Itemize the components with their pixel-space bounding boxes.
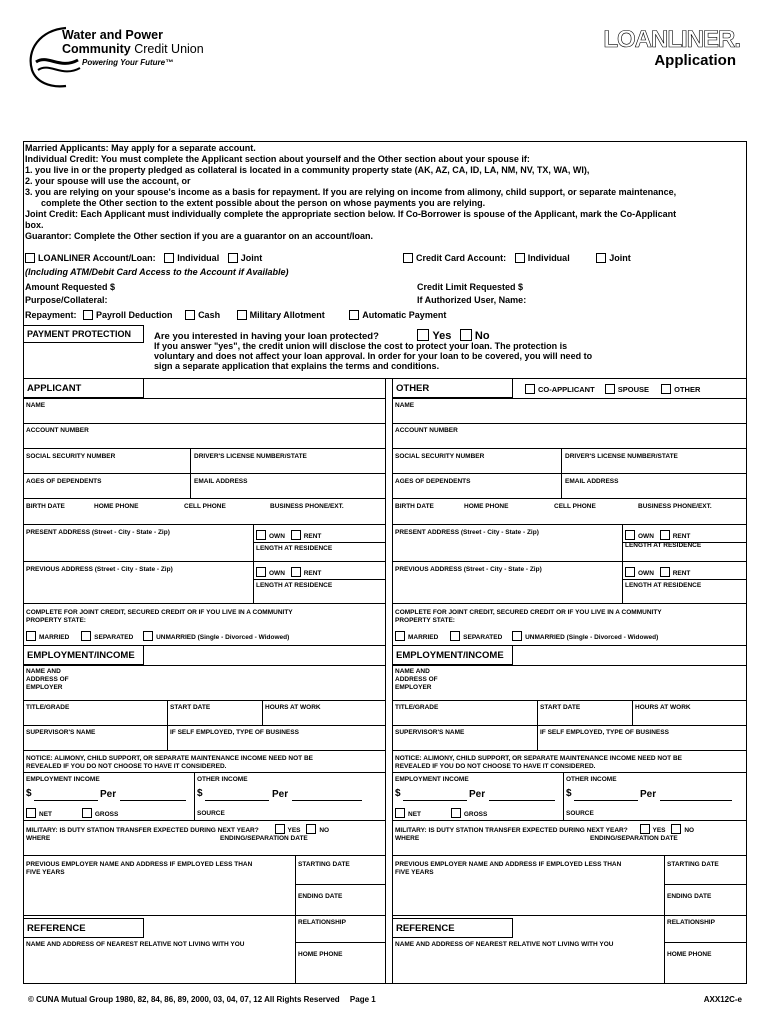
applicant-previous-rent-label: RENT bbox=[303, 570, 322, 577]
applicant-complete-joint-2: PROPERTY STATE: bbox=[26, 617, 86, 624]
other-other-dollar: $ bbox=[566, 788, 572, 799]
other-previous-length-label: LENGTH AT RESIDENCE bbox=[625, 582, 702, 589]
other-ending-date-label: ENDING DATE bbox=[667, 893, 712, 900]
footer-form-code: AXX12C-e bbox=[703, 995, 742, 1004]
protection-text-3: sign a separate application that explains the terms and conditions. bbox=[154, 361, 440, 371]
other-net-gross-row bbox=[395, 808, 487, 818]
other-present-rent-checkbox[interactable] bbox=[660, 530, 670, 540]
credit-limit-label: Credit Limit Requested $ bbox=[417, 282, 524, 292]
applicant-title-label: TITLE/GRADE bbox=[26, 704, 70, 711]
other-complete-joint-2: PROPERTY STATE: bbox=[395, 617, 455, 624]
footer-copyright bbox=[28, 995, 376, 1004]
applicant-employment-income-label: EMPLOYMENT INCOME bbox=[26, 776, 100, 783]
other-other-per: Per bbox=[640, 789, 657, 800]
applicant-employer-label bbox=[26, 668, 69, 692]
payroll-label: Payroll Deduction bbox=[96, 310, 173, 320]
applicant-notice-1: NOTICE: ALIMONY, CHILD SUPPORT, OR SEPARATE MAINTENANCE INCOME NEED NOT BE bbox=[26, 755, 313, 762]
instr-individual: Individual Credit: You must complete the Applicant section about yourself and the Other section about your spouse if: bbox=[25, 154, 530, 164]
military-label: Military Allotment bbox=[249, 310, 325, 320]
protection-text-2: voluntary and does not affect your loan approval. In order for your loan to be covered, you will need to bbox=[154, 351, 593, 361]
automatic-label: Automatic Payment bbox=[362, 310, 447, 320]
other-cell-phone-label: CELL PHONE bbox=[554, 503, 596, 510]
applicant-employment-period-line[interactable] bbox=[120, 800, 186, 801]
applicant-account-number-label: ACCOUNT NUMBER bbox=[26, 427, 89, 434]
applicant-start-date-label: START DATE bbox=[170, 704, 211, 711]
other-unmarried-checkbox[interactable] bbox=[512, 631, 522, 641]
other-home-phone-label: HOME PHONE bbox=[464, 503, 509, 510]
other-separated-label: SEPARATED bbox=[463, 634, 503, 641]
protection-text-1: If you answer "yes", the credit union will disclose the cost to protect your loan. The protection is bbox=[154, 341, 568, 351]
other-self-employed-label: IF SELF EMPLOYED, TYPE OF BUSINESS bbox=[540, 729, 669, 736]
applicant-married-checkbox[interactable] bbox=[26, 631, 36, 641]
instr-item3a: 3. you are relying on your spouse's income as a basis for repayment. If you are relying on income from alimony, child support, or separate maintenance, bbox=[25, 187, 677, 197]
applicant-supervisor-label: SUPERVISOR'S NAME bbox=[26, 729, 96, 736]
applicant-present-own-checkbox[interactable] bbox=[256, 530, 266, 540]
other-separated-checkbox[interactable] bbox=[450, 631, 460, 641]
cash-label: Cash bbox=[198, 310, 221, 320]
applicant-dependents-label: AGES OF DEPENDENTS bbox=[26, 478, 102, 485]
applicant-business-phone-label: BUSINESS PHONE/EXT. bbox=[270, 503, 344, 510]
applicant-military-yes-checkbox[interactable] bbox=[275, 824, 285, 834]
other-marital-row bbox=[395, 631, 658, 641]
other-married-label: MARRIED bbox=[408, 634, 439, 641]
applicant-previous-length-label: LENGTH AT RESIDENCE bbox=[256, 582, 333, 589]
applicant-home-phone-label: HOME PHONE bbox=[94, 503, 139, 510]
other-present-own-rent bbox=[625, 530, 690, 540]
cu-name-line2 bbox=[62, 42, 204, 56]
other-unmarried-label: UNMARRIED (Single - Divorced - Widowed) bbox=[525, 634, 659, 641]
repayment-label: Repayment: bbox=[25, 310, 77, 320]
brand-logo: LOANLINER. bbox=[603, 26, 740, 53]
cu-name-line1: Water and Power bbox=[62, 28, 163, 42]
applicant-net-gross-row bbox=[26, 808, 118, 818]
other-previous-own-rent bbox=[625, 567, 690, 577]
other-supervisor-label: SUPERVISOR'S NAME bbox=[395, 729, 465, 736]
applicant-other-period-line[interactable] bbox=[292, 800, 362, 801]
applicant-employment-per: Per bbox=[100, 789, 117, 800]
other-gross-checkbox[interactable] bbox=[451, 808, 461, 818]
other-ending-sep-label: ENDING/SEPARATION DATE bbox=[590, 835, 678, 842]
applicant-present-own-label: OWN bbox=[269, 533, 285, 540]
applicant-birth-label: BIRTH DATE bbox=[26, 503, 65, 510]
spouse-label: SPOUSE bbox=[617, 385, 650, 394]
other-employment-period-line[interactable] bbox=[489, 800, 555, 801]
protection-no-label: No bbox=[474, 330, 490, 342]
payment-protection-header: PAYMENT PROTECTION bbox=[23, 325, 144, 343]
co-applicant-checkbox[interactable] bbox=[525, 384, 535, 394]
applicant-other-per: Per bbox=[272, 789, 289, 800]
other-employment-amount-line[interactable] bbox=[403, 800, 467, 801]
other-relationship-label: RELATIONSHIP bbox=[667, 919, 715, 926]
applicant-source-label: SOURCE bbox=[197, 810, 225, 817]
purpose-label: Purpose/Collateral: bbox=[25, 295, 108, 305]
other-previous-address-label: PREVIOUS ADDRESS (Street - City - State - Zip) bbox=[395, 566, 542, 573]
cu-name-credit-union: Credit Union bbox=[134, 42, 204, 56]
applicant-other-amount-line[interactable] bbox=[205, 800, 269, 801]
other-present-rent-label: RENT bbox=[672, 533, 691, 540]
other-notice-2: REVEALED IF YOU DO NOT CHOOSE TO HAVE IT CONSIDERED. bbox=[395, 763, 596, 770]
individual-label: Individual bbox=[177, 253, 220, 263]
applicant-gross-label: GROSS bbox=[94, 811, 119, 818]
applicant-military-no-label: NO bbox=[319, 827, 330, 834]
other-where-label: WHERE bbox=[395, 835, 420, 842]
applicant-where-label: WHERE bbox=[26, 835, 51, 842]
authorized-user-label: If Authorized User, Name: bbox=[417, 295, 527, 305]
other-net-checkbox[interactable] bbox=[395, 808, 405, 818]
applicant-employer-label-3: EMPLOYER bbox=[26, 684, 63, 691]
cu-logo bbox=[26, 24, 204, 94]
other-dependents-label: AGES OF DEPENDENTS bbox=[395, 478, 471, 485]
applicant-ending-date-label: ENDING DATE bbox=[298, 893, 343, 900]
applicant-prev-employer-2: FIVE YEARS bbox=[26, 869, 65, 876]
applicant-hours-label: HOURS AT WORK bbox=[265, 704, 321, 711]
other-hours-label: HOURS AT WORK bbox=[635, 704, 691, 711]
applicant-present-own-rent bbox=[256, 530, 321, 540]
other-other-period-line[interactable] bbox=[660, 800, 732, 801]
applicant-present-length-label: LENGTH AT RESIDENCE bbox=[256, 545, 333, 552]
other-previous-rent-label: RENT bbox=[672, 570, 691, 577]
other-employment-header: EMPLOYMENT/INCOME bbox=[392, 645, 513, 665]
other-present-length-label: LENGTH AT RESIDENCE bbox=[625, 542, 702, 549]
other-checkbox[interactable] bbox=[661, 384, 671, 394]
other-present-address-label: PRESENT ADDRESS (Street - City - State - Zip) bbox=[395, 529, 539, 536]
other-other-income-label: OTHER INCOME bbox=[566, 776, 617, 783]
applicant-previous-address-label: PREVIOUS ADDRESS (Street - City - State - Zip) bbox=[26, 566, 173, 573]
other-military-yes-label: YES bbox=[652, 827, 666, 834]
instr-married: Married Applicants: May apply for a separate account. bbox=[25, 143, 256, 153]
applicant-ref-home-phone-label: HOME PHONE bbox=[298, 951, 343, 958]
applicant-married-label: MARRIED bbox=[39, 634, 70, 641]
other-other-amount-line[interactable] bbox=[574, 800, 638, 801]
amount-requested-label: Amount Requested $ bbox=[25, 282, 116, 292]
applicant-email-label: EMAIL ADDRESS bbox=[194, 478, 248, 485]
applicant-employment-amount-line[interactable] bbox=[34, 800, 98, 801]
atm-note: (Including ATM/Debit Card Access to the Account if Available) bbox=[25, 267, 289, 277]
protection-yes-label: Yes bbox=[432, 330, 452, 342]
other-title-label: TITLE/GRADE bbox=[395, 704, 439, 711]
applicant-employment-dollar: $ bbox=[26, 788, 32, 799]
footer-page: Page 1 bbox=[349, 995, 376, 1004]
other-ssn-label: SOCIAL SECURITY NUMBER bbox=[395, 453, 485, 460]
other-previous-own-checkbox[interactable] bbox=[625, 567, 635, 577]
other-employer-label bbox=[395, 668, 438, 692]
applicant-previous-own-rent bbox=[256, 567, 321, 577]
other-business-phone-label: BUSINESS PHONE/EXT. bbox=[638, 503, 712, 510]
applicant-starting-date-label: STARTING DATE bbox=[298, 861, 350, 868]
instr-item2: 2. your spouse will use the account, or bbox=[25, 176, 191, 186]
cu-name-community: Community bbox=[62, 42, 131, 56]
other-net-label: NET bbox=[408, 811, 421, 818]
applicant-present-address-label: PRESENT ADDRESS (Street - City - State - Zip) bbox=[26, 529, 170, 536]
applicant-present-rent-checkbox[interactable] bbox=[291, 530, 301, 540]
instr-item1: 1. you live in or the property pledged as collateral is located in a community property state (AK, AZ, CA, ID, LA, NM, NV, TX, WA, WI), bbox=[25, 165, 590, 175]
applicant-separated-checkbox[interactable] bbox=[81, 631, 91, 641]
other-military-yes-checkbox[interactable] bbox=[640, 824, 650, 834]
other-present-own-label: OWN bbox=[638, 533, 654, 540]
other-label: OTHER bbox=[674, 385, 701, 394]
applicant-previous-own-label: OWN bbox=[269, 570, 285, 577]
applicant-employer-label-1: NAME AND bbox=[26, 668, 61, 675]
other-married-checkbox[interactable] bbox=[395, 631, 405, 641]
other-start-date-label: START DATE bbox=[540, 704, 581, 711]
other-prev-employer-1: PREVIOUS EMPLOYER NAME AND ADDRESS IF EMPLOYED LESS THAN bbox=[395, 861, 622, 868]
other-military-row bbox=[395, 824, 694, 834]
cu-tagline: Powering Your Future™ bbox=[82, 58, 174, 67]
applicant-separated-label: SEPARATED bbox=[94, 634, 134, 641]
instr-item3b: complete the Other section to the extent possible about the person on whose payments you are relying. bbox=[41, 198, 486, 208]
applicant-other-income-label: OTHER INCOME bbox=[197, 776, 248, 783]
applicant-prev-employer-1: PREVIOUS EMPLOYER NAME AND ADDRESS IF EMPLOYED LESS THAN bbox=[26, 861, 253, 868]
applicant-other-dollar: $ bbox=[197, 788, 203, 799]
other-gross-label: GROSS bbox=[463, 811, 488, 818]
other-nearest-relative-label: NAME AND ADDRESS OF NEAREST RELATIVE NOT LIVING WITH YOU bbox=[395, 941, 614, 948]
other-complete-joint-1: COMPLETE FOR JOINT CREDIT, SECURED CREDIT OR IF YOU LIVE IN A COMMUNITY bbox=[395, 609, 662, 616]
other-prev-employer-2: FIVE YEARS bbox=[395, 869, 434, 876]
instr-guarantor: Guarantor: Complete the Other section if you are a guarantor on an account/loan. bbox=[25, 231, 374, 241]
other-type-row bbox=[525, 384, 700, 394]
other-birth-label: BIRTH DATE bbox=[395, 503, 434, 510]
document-title: Application bbox=[654, 52, 736, 69]
applicant-previous-rent-checkbox[interactable] bbox=[291, 567, 301, 577]
other-employer-label-2: ADDRESS OF bbox=[395, 676, 438, 683]
applicant-employer-label-2: ADDRESS OF bbox=[26, 676, 69, 683]
other-email-label: EMAIL ADDRESS bbox=[565, 478, 619, 485]
other-previous-rent-checkbox[interactable] bbox=[660, 567, 670, 577]
cc-individual-label: Individual bbox=[527, 253, 570, 263]
other-employment-dollar: $ bbox=[395, 788, 401, 799]
joint-label: Joint bbox=[240, 253, 263, 263]
other-military-no-label: NO bbox=[684, 827, 695, 834]
other-previous-own-label: OWN bbox=[638, 570, 654, 577]
other-military-no-checkbox[interactable] bbox=[671, 824, 681, 834]
applicant-ssn-label: SOCIAL SECURITY NUMBER bbox=[26, 453, 116, 460]
applicant-military-row bbox=[26, 824, 329, 834]
other-employer-label-1: NAME AND bbox=[395, 668, 430, 675]
other-reference-header: REFERENCE bbox=[392, 918, 513, 938]
cc-joint-label: Joint bbox=[609, 253, 631, 263]
applicant-dl-label: DRIVER'S LICENSE NUMBER/STATE bbox=[194, 453, 307, 460]
spouse-checkbox[interactable] bbox=[605, 384, 615, 394]
applicant-relationship-label: RELATIONSHIP bbox=[298, 919, 346, 926]
other-employer-label-3: EMPLOYER bbox=[395, 684, 432, 691]
applicant-cell-phone-label: CELL PHONE bbox=[184, 503, 226, 510]
applicant-name-label: NAME bbox=[26, 402, 46, 409]
applicant-complete-joint-1: COMPLETE FOR JOINT CREDIT, SECURED CREDIT OR IF YOU LIVE IN A COMMUNITY bbox=[26, 609, 293, 616]
other-notice-1: NOTICE: ALIMONY, CHILD SUPPORT, OR SEPARATE MAINTENANCE INCOME NEED NOT BE bbox=[395, 755, 682, 762]
instr-joint-b: box. bbox=[25, 220, 44, 230]
other-present-own-checkbox[interactable] bbox=[625, 530, 635, 540]
applicant-ending-sep-label: ENDING/SEPARATION DATE bbox=[220, 835, 308, 842]
other-header: OTHER bbox=[392, 378, 513, 398]
applicant-unmarried-checkbox[interactable] bbox=[143, 631, 153, 641]
applicant-notice-2: REVEALED IF YOU DO NOT CHOOSE TO HAVE IT CONSIDERED. bbox=[26, 763, 227, 770]
protection-question: Are you interested in having your loan protected? bbox=[154, 331, 379, 342]
footer-copyright-text: © CUNA Mutual Group 1980, 82, 84, 86, 89, 2000, 03, 04, 07, 12 All Rights Reserved bbox=[28, 995, 340, 1004]
applicant-nearest-relative-label: NAME AND ADDRESS OF NEAREST RELATIVE NOT LIVING WITH YOU bbox=[26, 941, 245, 948]
applicant-marital-row bbox=[26, 631, 289, 641]
applicant-reference-header: REFERENCE bbox=[23, 918, 144, 938]
applicant-net-label: NET bbox=[39, 811, 52, 818]
loanliner-account-label: LOANLINER Account/Loan: bbox=[38, 253, 156, 263]
other-account-number-label: ACCOUNT NUMBER bbox=[395, 427, 458, 434]
co-applicant-label: CO-APPLICANT bbox=[538, 385, 595, 394]
applicant-military-yes-label: YES bbox=[287, 827, 301, 834]
applicant-employment-header: EMPLOYMENT/INCOME bbox=[23, 645, 144, 665]
applicant-unmarried-label: UNMARRIED (Single - Divorced - Widowed) bbox=[156, 634, 290, 641]
applicant-header: APPLICANT bbox=[23, 378, 144, 398]
other-starting-date-label: STARTING DATE bbox=[667, 861, 719, 868]
other-ref-home-phone-label: HOME PHONE bbox=[667, 951, 712, 958]
other-employment-per: Per bbox=[469, 789, 486, 800]
credit-card-label: Credit Card Account: bbox=[416, 253, 507, 263]
other-name-label: NAME bbox=[395, 402, 415, 409]
applicant-military-no-checkbox[interactable] bbox=[306, 824, 316, 834]
applicant-military-question: MILITARY: IS DUTY STATION TRANSFER EXPECTED DURING NEXT YEAR? bbox=[26, 827, 259, 834]
instr-joint-a: Joint Credit: Each Applicant must individually complete the appropriate section below. If Co-Borrower is spouse of the Applicant, mark the Co-Applicant bbox=[25, 209, 677, 219]
other-source-label: SOURCE bbox=[566, 810, 594, 817]
other-military-question: MILITARY: IS DUTY STATION TRANSFER EXPECTED DURING NEXT YEAR? bbox=[395, 827, 628, 834]
other-employment-income-label: EMPLOYMENT INCOME bbox=[395, 776, 469, 783]
applicant-previous-own-checkbox[interactable] bbox=[256, 567, 266, 577]
applicant-net-checkbox[interactable] bbox=[26, 808, 36, 818]
other-dl-label: DRIVER'S LICENSE NUMBER/STATE bbox=[565, 453, 678, 460]
applicant-self-employed-label: IF SELF EMPLOYED, TYPE OF BUSINESS bbox=[170, 729, 299, 736]
applicant-gross-checkbox[interactable] bbox=[82, 808, 92, 818]
applicant-present-rent-label: RENT bbox=[303, 533, 322, 540]
